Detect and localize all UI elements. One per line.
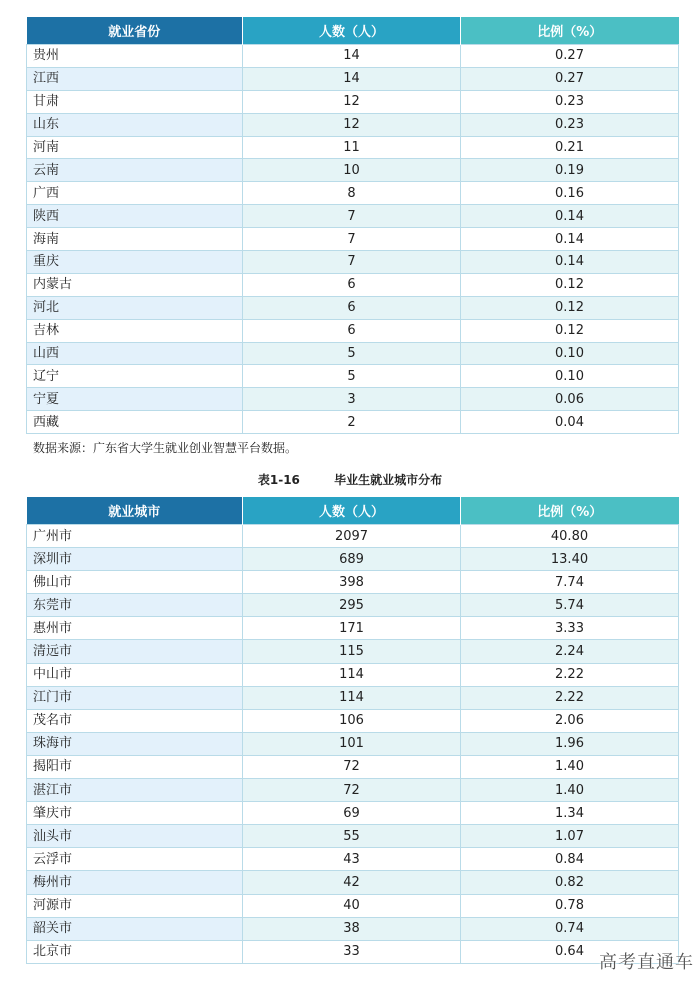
data-source-note: 数据来源：广东省大学生就业创业智慧平台数据。	[33, 441, 298, 455]
city-table-body	[27, 525, 679, 964]
cell-count: 55	[243, 825, 461, 848]
cell-ratio: 2.06	[461, 709, 679, 732]
table-row	[27, 273, 679, 296]
table-header-row	[27, 497, 679, 525]
cell-ratio: 7.74	[461, 571, 679, 594]
table-number: 表1-16	[257, 473, 300, 487]
cell-ratio: 2.22	[461, 686, 679, 709]
cell-count: 40	[243, 894, 461, 917]
cell-ratio: 0.10	[461, 365, 679, 388]
cell-count: 6	[243, 319, 461, 342]
province-distribution-table	[26, 17, 679, 434]
cell-ratio: 0.74	[461, 917, 679, 940]
cell-name: 湛江市	[27, 779, 243, 802]
cell-count: 114	[243, 663, 461, 686]
cell-name: 惠州市	[27, 617, 243, 640]
column-header-city: 就业城市	[27, 497, 243, 525]
cell-ratio: 0.19	[461, 159, 679, 182]
cell-name: 江西	[27, 67, 243, 90]
cell-ratio: 0.14	[461, 228, 679, 251]
cell-name: 河北	[27, 296, 243, 319]
cell-name: 河南	[27, 136, 243, 159]
cell-name: 韶关市	[27, 917, 243, 940]
table-row	[27, 732, 679, 755]
cell-count: 14	[243, 67, 461, 90]
table-row	[27, 525, 679, 548]
cell-ratio: 5.74	[461, 594, 679, 617]
cell-count: 72	[243, 779, 461, 802]
cell-ratio: 0.78	[461, 894, 679, 917]
cell-count: 14	[243, 45, 461, 68]
cell-count: 38	[243, 917, 461, 940]
cell-ratio: 0.82	[461, 871, 679, 894]
cell-name: 揭阳市	[27, 755, 243, 778]
cell-ratio: 0.12	[461, 273, 679, 296]
cell-name: 甘肃	[27, 90, 243, 113]
cell-count: 3	[243, 388, 461, 411]
cell-name: 西藏	[27, 411, 243, 434]
cell-name: 汕头市	[27, 825, 243, 848]
cell-count: 69	[243, 802, 461, 825]
table-row	[27, 825, 679, 848]
cell-ratio: 40.80	[461, 525, 679, 548]
table-row	[27, 136, 679, 159]
cell-name: 中山市	[27, 663, 243, 686]
table-row	[27, 663, 679, 686]
cell-count: 12	[243, 90, 461, 113]
table-title: 毕业生就业城市分布	[334, 473, 443, 487]
cell-name: 宁夏	[27, 388, 243, 411]
cell-name: 茂名市	[27, 709, 243, 732]
table-row	[27, 848, 679, 871]
cell-count: 2	[243, 411, 461, 434]
table-row	[27, 871, 679, 894]
cell-count: 7	[243, 228, 461, 251]
column-header-province: 就业省份	[27, 17, 243, 45]
cell-ratio: 0.06	[461, 388, 679, 411]
table-row	[27, 113, 679, 136]
cell-count: 5	[243, 365, 461, 388]
cell-name: 江门市	[27, 686, 243, 709]
table-row	[27, 45, 679, 68]
cell-count: 12	[243, 113, 461, 136]
cell-name: 山西	[27, 342, 243, 365]
cell-ratio: 1.07	[461, 825, 679, 848]
cell-ratio: 2.24	[461, 640, 679, 663]
cell-count: 10	[243, 159, 461, 182]
cell-name: 云浮市	[27, 848, 243, 871]
column-header-count: 人数（人）	[243, 17, 461, 45]
cell-count: 106	[243, 709, 461, 732]
table-row	[27, 571, 679, 594]
cell-ratio: 2.22	[461, 663, 679, 686]
cell-name: 广西	[27, 182, 243, 205]
table-row	[27, 779, 679, 802]
cell-ratio: 1.96	[461, 732, 679, 755]
table-row	[27, 388, 679, 411]
table-row	[27, 617, 679, 640]
cell-name: 重庆	[27, 251, 243, 274]
table-row	[27, 251, 679, 274]
table-row	[27, 548, 679, 571]
cell-ratio: 0.21	[461, 136, 679, 159]
cell-ratio: 0.23	[461, 90, 679, 113]
province-table-body	[27, 45, 679, 434]
cell-ratio: 0.10	[461, 342, 679, 365]
cell-count: 7	[243, 205, 461, 228]
cell-name: 云南	[27, 159, 243, 182]
table-row	[27, 159, 679, 182]
cell-name: 广州市	[27, 525, 243, 548]
cell-ratio: 0.64	[461, 940, 679, 963]
cell-count: 8	[243, 182, 461, 205]
cell-count: 72	[243, 755, 461, 778]
cell-count: 5	[243, 342, 461, 365]
table-row	[27, 296, 679, 319]
table-caption	[0, 471, 700, 488]
cell-count: 11	[243, 136, 461, 159]
table-row	[27, 90, 679, 113]
cell-name: 北京市	[27, 940, 243, 963]
cell-name: 东莞市	[27, 594, 243, 617]
cell-ratio: 3.33	[461, 617, 679, 640]
cell-ratio: 0.14	[461, 251, 679, 274]
column-header-ratio: 比例（%）	[461, 17, 679, 45]
cell-count: 689	[243, 548, 461, 571]
table-row	[27, 365, 679, 388]
column-header-ratio: 比例（%）	[461, 497, 679, 525]
cell-count: 42	[243, 871, 461, 894]
cell-name: 贵州	[27, 45, 243, 68]
table-row	[27, 640, 679, 663]
cell-count: 398	[243, 571, 461, 594]
cell-ratio: 0.12	[461, 319, 679, 342]
table-row	[27, 802, 679, 825]
cell-count: 171	[243, 617, 461, 640]
table-row	[27, 894, 679, 917]
table-row	[27, 228, 679, 251]
cell-ratio: 0.27	[461, 45, 679, 68]
cell-name: 深圳市	[27, 548, 243, 571]
table-row	[27, 917, 679, 940]
city-distribution-table	[26, 497, 679, 964]
table-row	[27, 67, 679, 90]
cell-ratio: 0.23	[461, 113, 679, 136]
cell-count: 295	[243, 594, 461, 617]
cell-name: 内蒙古	[27, 273, 243, 296]
cell-ratio: 0.04	[461, 411, 679, 434]
cell-count: 6	[243, 296, 461, 319]
table-row	[27, 686, 679, 709]
table-header-row	[27, 17, 679, 45]
cell-name: 吉林	[27, 319, 243, 342]
cell-count: 33	[243, 940, 461, 963]
table-row	[27, 755, 679, 778]
table-row	[27, 319, 679, 342]
cell-count: 6	[243, 273, 461, 296]
cell-name: 佛山市	[27, 571, 243, 594]
cell-count: 114	[243, 686, 461, 709]
table-row	[27, 342, 679, 365]
cell-ratio: 0.14	[461, 205, 679, 228]
cell-ratio: 0.16	[461, 182, 679, 205]
table-row	[27, 940, 679, 963]
cell-ratio: 0.84	[461, 848, 679, 871]
column-header-count: 人数（人）	[243, 497, 461, 525]
cell-ratio: 0.27	[461, 67, 679, 90]
table-row	[27, 182, 679, 205]
cell-ratio: 1.40	[461, 779, 679, 802]
cell-name: 珠海市	[27, 732, 243, 755]
cell-name: 河源市	[27, 894, 243, 917]
cell-count: 2097	[243, 525, 461, 548]
cell-name: 海南	[27, 228, 243, 251]
cell-name: 山东	[27, 113, 243, 136]
cell-ratio: 1.34	[461, 802, 679, 825]
cell-count: 43	[243, 848, 461, 871]
cell-name: 辽宁	[27, 365, 243, 388]
cell-ratio: 1.40	[461, 755, 679, 778]
cell-name: 梅州市	[27, 871, 243, 894]
cell-ratio: 13.40	[461, 548, 679, 571]
table-row	[27, 411, 679, 434]
table-row	[27, 594, 679, 617]
cell-ratio: 0.12	[461, 296, 679, 319]
cell-name: 清远市	[27, 640, 243, 663]
watermark-text: 高考直通车	[599, 952, 694, 973]
table-row	[27, 709, 679, 732]
cell-count: 115	[243, 640, 461, 663]
cell-count: 101	[243, 732, 461, 755]
cell-name: 肇庆市	[27, 802, 243, 825]
cell-name: 陕西	[27, 205, 243, 228]
table-row	[27, 205, 679, 228]
cell-count: 7	[243, 251, 461, 274]
